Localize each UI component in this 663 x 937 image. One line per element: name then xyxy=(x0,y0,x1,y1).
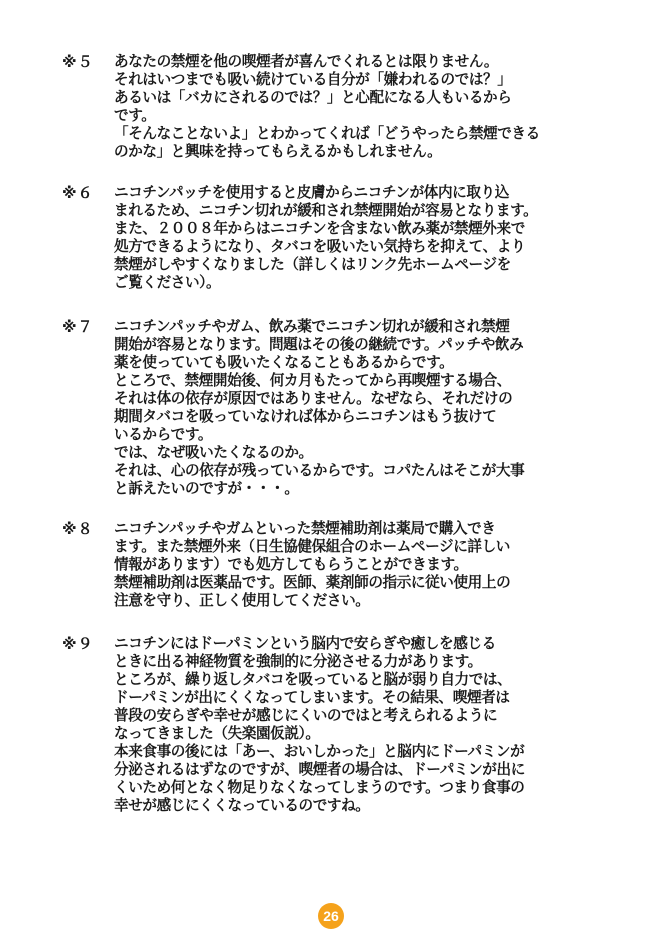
note-body xyxy=(114,53,642,161)
note-line: ニコチンパッチやガムといった禁煙補助剤は薬局で購入でき xyxy=(114,520,496,537)
note-line: のかな」と興味を持ってもらえるかもしれません。 xyxy=(114,143,442,160)
note-body xyxy=(114,318,642,498)
note-line: あるいは「バカにされるのでは？」と心配になる人もいるから xyxy=(114,89,512,106)
note-line: ときに出る神経物質を強制的に分泌させる力があります。 xyxy=(114,653,482,670)
note-line: ドーパミンが出にくくなってしまいます。その結果、喫煙者は xyxy=(114,689,510,706)
note-line: それは体の依存が原因ではありません。なぜなら、それだけの xyxy=(114,390,513,407)
note-line: 普段の安らぎや幸せが感じにくいのではと考えられるように xyxy=(114,707,498,724)
note-line: あなたの禁煙を他の喫煙者が喜んでくれるとは限りません。 xyxy=(114,53,499,70)
note-marker: ※５ xyxy=(62,53,94,71)
note-line: 禁煙補助剤は医薬品です。医師、薬剤師の指示に従い使用上の xyxy=(114,574,511,591)
note-line: ニコチンにはドーパミンという脳内で安らぎや癒しを感じる xyxy=(114,635,496,652)
note-line: なってきました（失楽園仮説）。 xyxy=(114,725,320,742)
note-line: 分泌されるはずなのですが、喫煙者の場合は、ドーパミンが出に xyxy=(114,761,525,778)
note-line: です。 xyxy=(114,107,156,124)
note-line: それはいつまでも吸い続けている自分が「嫌われるのでは？」 xyxy=(114,71,512,88)
note-line: ところで、禁煙開始後、何カ月もたってから再喫煙する場合、 xyxy=(114,372,511,389)
note-line: 処方できるようになり、タバコを吸いたい気持ちを抑えて、より xyxy=(114,238,526,255)
note-line: ところが、繰り返しタバコを吸っていると脳が弱り自力では、 xyxy=(114,671,512,688)
note-body xyxy=(114,184,642,292)
note-line: 「そんなことないよ」とわかってくれば「どうやったら禁煙できる xyxy=(114,125,540,142)
note-line: ご覧ください）。 xyxy=(114,274,221,291)
note-line: 注意を守り、正しく使用してください。 xyxy=(114,592,370,609)
note-line: 禁煙がしやすくなりました（詳しくはリンク先ホームページを xyxy=(114,256,511,273)
note-line: 期間タバコを吸っていなければ体からニコチンはもう抜けて xyxy=(114,408,497,425)
page-number-badge: 26 xyxy=(318,903,344,929)
note-line: 開始が容易となります。問題はその後の継続です。パッチや飲み xyxy=(114,336,524,353)
note-line: と訴えたいのですが・・・。 xyxy=(114,480,299,497)
note-marker: ※９ xyxy=(62,635,94,653)
note-line: ニコチンパッチやガム、飲み薬でニコチン切れが緩和され禁煙 xyxy=(114,318,510,335)
note-line: 情報があります）でも処方してもらうことができます。 xyxy=(114,556,468,573)
note-marker: ※８ xyxy=(62,520,94,538)
note-line: また、２００８年からはニコチンを含まない飲み薬が禁煙外来で xyxy=(114,220,525,237)
note-line: 本来食事の後には「あー、おいしかった」と脳内にドーパミンが xyxy=(114,743,525,760)
note-line: では、なぜ吸いたくなるのか。 xyxy=(114,444,313,461)
note-line: ニコチンパッチを使用すると皮膚からニコチンが体内に取り込 xyxy=(114,184,509,201)
note-line: 幸せが感じにくくなっているのですね。 xyxy=(114,797,370,814)
note-body xyxy=(114,635,642,815)
note-marker: ※６ xyxy=(62,184,94,202)
note-line: ます。また禁煙外来（日生協健保組合のホームページに詳しい xyxy=(114,538,510,555)
note-line: 薬を使っていても吸いたくなることもあるからです。 xyxy=(114,354,454,371)
note-line: いるからです。 xyxy=(114,426,213,443)
note-line: まれるため、ニコチン切れが緩和され禁煙開始が容易となります。 xyxy=(114,202,538,219)
note-marker: ※７ xyxy=(62,318,94,336)
note-line: くいため何となく物足りなくなってしまうのです。つまり食事の xyxy=(114,779,525,796)
note-body xyxy=(114,520,642,610)
note-line: それは、心の依存が残っているからです。コパたんはそこが大事 xyxy=(114,462,525,479)
